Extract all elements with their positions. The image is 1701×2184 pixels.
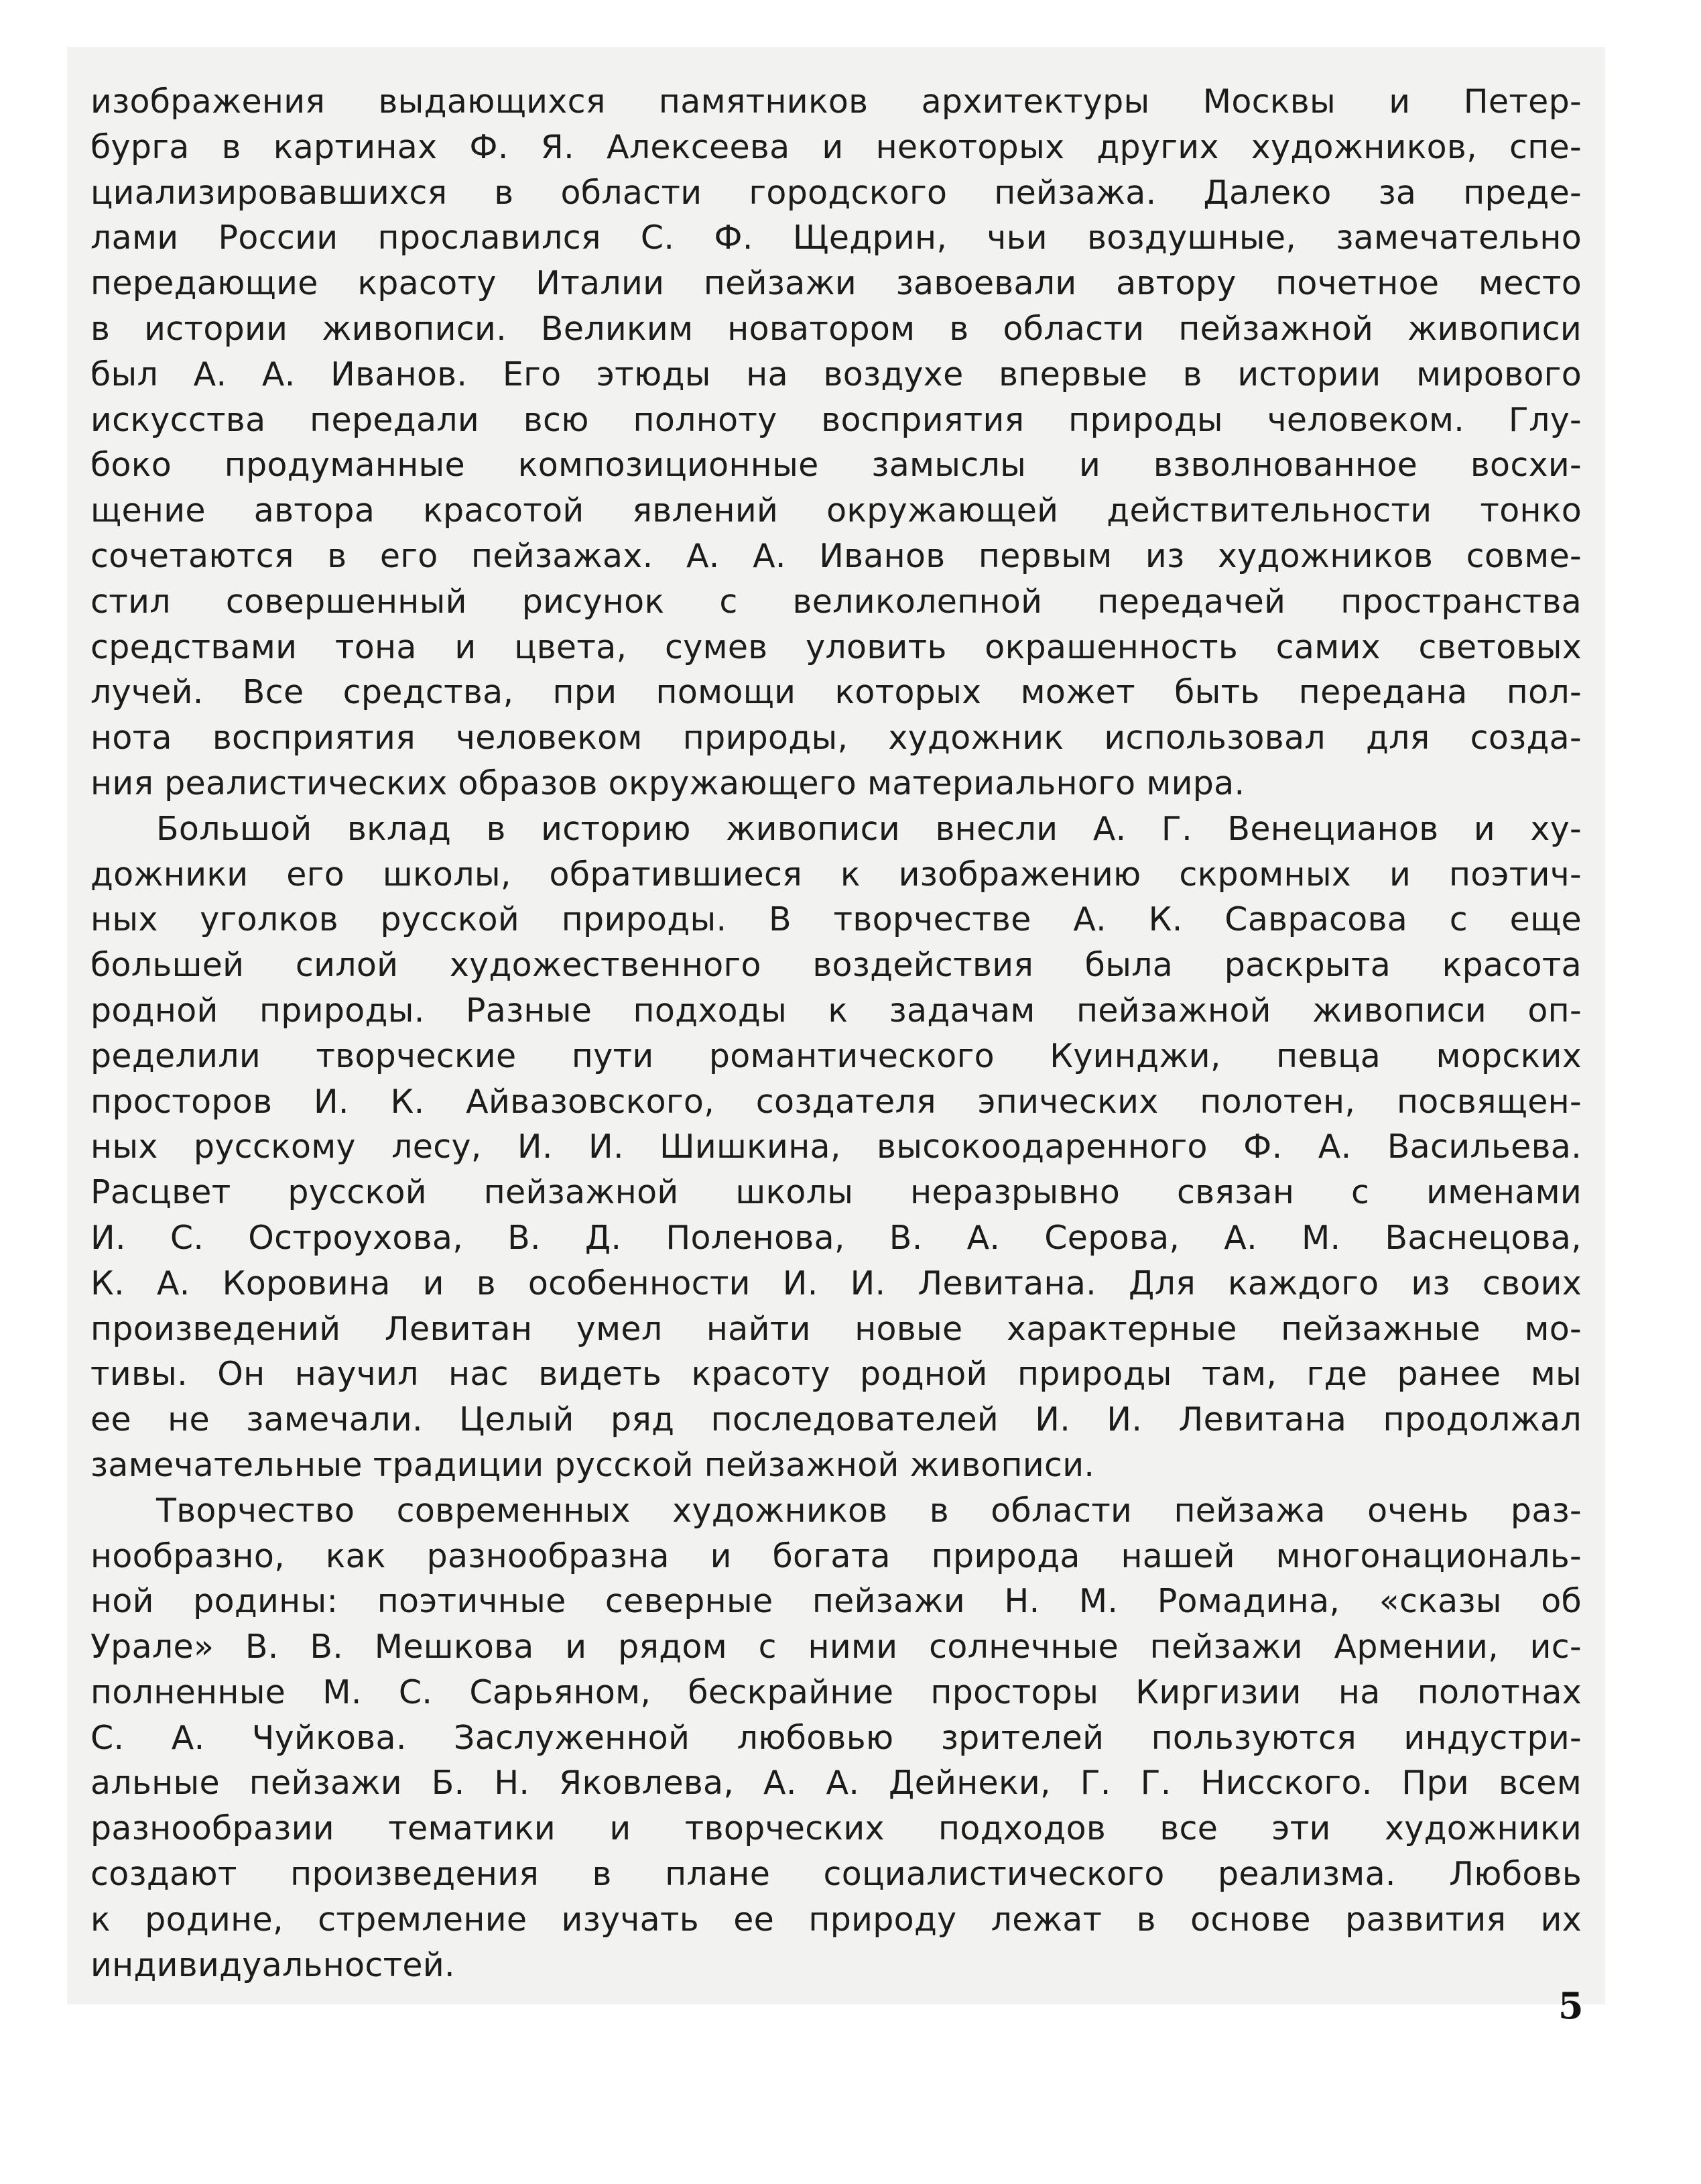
text-line: разнообразии тематики и творческих подходов все эти художники (90, 1809, 1582, 1848)
text-line: ных уголков русской природы. В творчестве А. К. Саврасова с еще (90, 900, 1582, 939)
text-line: боко продуманные композиционные замыслы и взволнованное восхи- (90, 446, 1582, 485)
text-line: произведений Левитан умел найти новые характерные пейзажные мо- (90, 1309, 1582, 1348)
text-line: лучей. Все средства, при помощи которых может быть передана пол- (90, 673, 1582, 712)
text-line: бурга в картинах Ф. Я. Алексеева и некоторых других художников, спе- (90, 127, 1582, 166)
text-line: нообразно, как разнообразна и богата природа нашей многонациональ- (90, 1536, 1582, 1575)
text-line: в истории живописи. Великим новатором в области пейзажной живописи (90, 309, 1582, 348)
text-line: сочетаются в его пейзажах. А. А. Иванов первым из художников совме- (90, 536, 1582, 575)
text-line: Большой вклад в историю живописи внесли А. Г. Венецианов и ху- (156, 809, 1582, 848)
text-line: К. А. Коровина и в особенности И. И. Левитана. Для каждого из своих (90, 1264, 1582, 1302)
text-line: замечательные традиции русской пейзажной живописи. (90, 1445, 1095, 1484)
text-line: ределили творческие пути романтического Куинджи, певца морских (90, 1036, 1582, 1075)
text-line: ной родины: поэтичные северные пейзажи Н. М. Ромадина, «сказы об (90, 1582, 1582, 1621)
text-line: ния реалистических образов окружающего материального мира. (90, 764, 1245, 802)
text-line: нота восприятия человеком природы, художник использовал для созда- (90, 719, 1582, 757)
text-line: передающие красоту Италии пейзажи завоевали автору почетное место (90, 264, 1582, 303)
text-line: Расцвет русской пейзажной школы неразрывно связан с именами (90, 1173, 1582, 1212)
body-text (90, 79, 1582, 1988)
page-number: 5 (1558, 1984, 1584, 2027)
text-line: Творчество современных художников в области пейзажа очень раз- (156, 1491, 1582, 1530)
text-line: к родине, стремление изучать ее природу лежат в основе развития их (90, 1900, 1582, 1939)
text-line: лами России прославился С. Ф. Щедрин, чьи воздушные, замечательно (90, 219, 1582, 257)
text-line: полненные М. С. Сарьяном, бескрайние просторы Киргизии на полотнах (90, 1673, 1582, 1711)
text-line: средствами тона и цвета, сумев уловить окрашенность самих световых (90, 627, 1582, 666)
paragraph-2 (90, 806, 1582, 1488)
text-line: ных русскому лесу, И. И. Шишкина, высокоодаренного Ф. А. Васильева. (90, 1128, 1582, 1166)
text-line: изображения выдающихся памятников архитектуры Москвы и Петер- (90, 82, 1582, 121)
text-line: дожники его школы, обратившиеся к изображению скромных и поэтич- (90, 855, 1582, 894)
paragraph-1 (90, 79, 1582, 806)
text-line: большей силой художественного воздействия была раскрыта красота (90, 946, 1582, 985)
text-line: циализировавшихся в области городского пейзажа. Далеко за преде- (90, 173, 1582, 212)
text-line: Урале» В. В. Мешкова и рядом с ними солнечные пейзажи Армении, ис- (90, 1628, 1582, 1666)
text-line: индивидуальностей. (90, 1945, 455, 1984)
text-line: альные пейзажи Б. Н. Яковлева, А. А. Дейнеки, Г. Г. Нисского. При всем (90, 1764, 1582, 1803)
text-line: стил совершенный рисунок с великолепной передачей пространства (90, 582, 1582, 621)
paragraph-3 (90, 1488, 1582, 1988)
text-line: щение автора красотой явлений окружающей действительности тонко (90, 491, 1582, 530)
text-line: искусства передали всю полноту восприятия природы человеком. Глу- (90, 400, 1582, 439)
text-line: просторов И. К. Айвазовского, создателя эпических полотен, посвящен- (90, 1082, 1582, 1121)
text-line: тивы. Он научил нас видеть красоту родной природы там, где ранее мы (90, 1355, 1582, 1394)
text-line: С. А. Чуйкова. Заслуженной любовью зрителей пользуются индустри- (90, 1718, 1582, 1757)
text-line: родной природы. Разные подходы к задачам пейзажной живописи оп- (90, 991, 1582, 1030)
text-line: создают произведения в плане социалистического реализма. Любовь (90, 1855, 1582, 1894)
text-line: ее не замечали. Целый ряд последователей И. И. Левитана продолжал (90, 1400, 1582, 1439)
text-line: был А. А. Иванов. Его этюды на воздухе впервые в истории мирового (90, 355, 1582, 393)
text-line: И. С. Остроухова, В. Д. Поленова, В. А. Серова, А. М. Васнецова, (90, 1218, 1582, 1257)
